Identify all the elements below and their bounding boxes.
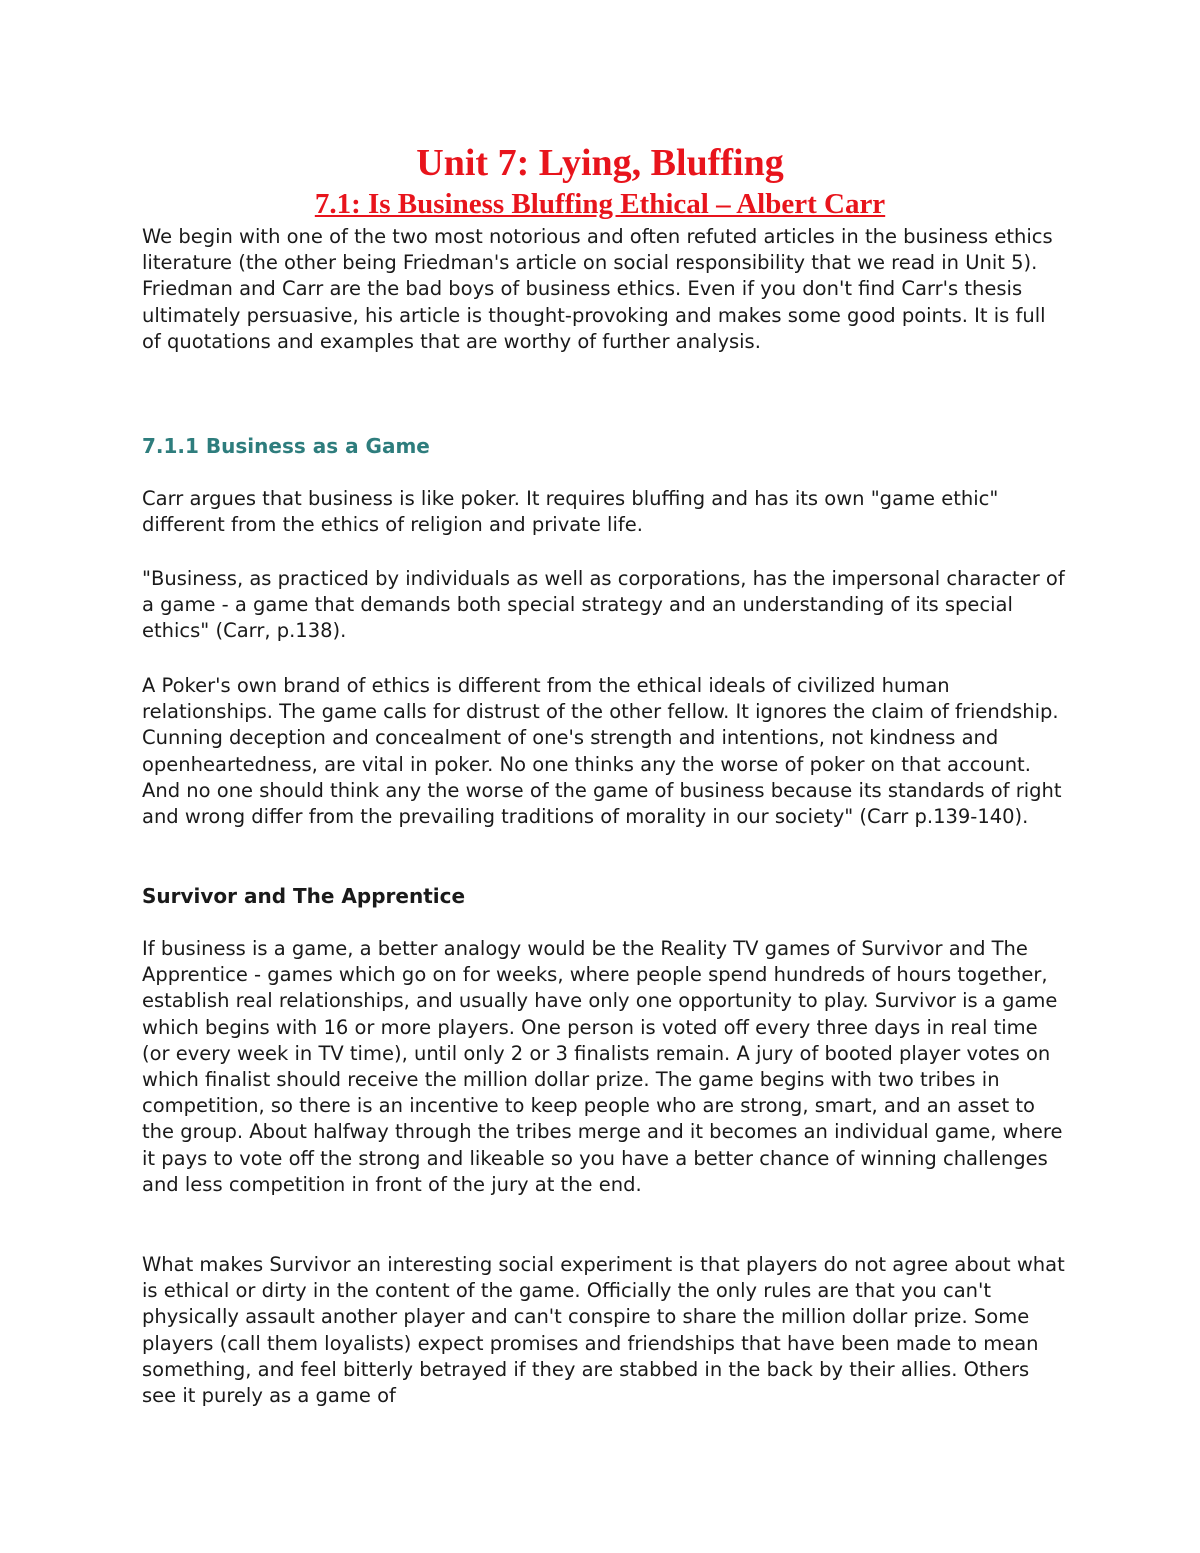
document-subtitle: 7.1: Is Business Bluffing Ethical – Albert Carr — [314, 188, 886, 220]
document-title: Unit 7: Lying, Bluffing — [416, 142, 784, 184]
body-paragraph: Carr argues that business is like poker. It requires bluffing and has its own "game ethic" different from the ethics of religion and private life. — [142, 487, 999, 537]
quote-paragraph: "Business, as practiced by individuals as well as corporations, has the impersonal character of a game - a game that demands both special strategy and an understanding of its special ethics" (Carr, p.138). — [142, 567, 1065, 643]
quote-paragraph: A Poker's own brand of ethics is different from the ethical ideals of civilized human relationships. The game calls for distrust of the other fellow. It ignores the claim of friendship. Cunning deception and concealment of one's strength and intentions, not kindness and openheartedness, are vital in poker. No one thinks any the worse of poker on that account. And no one should think any the worse of the game of business because its standards of right and wrong differ from the prevailing traditions of morality in our society" (Carr p.139-140). — [142, 674, 1062, 829]
subheading: Survivor and The Apprentice — [142, 884, 466, 908]
document-header — [0, 140, 1200, 222]
section-heading: 7.1.1 Business as a Game — [142, 434, 430, 458]
body-paragraph: If business is a game, a better analogy would be the Reality TV games of Survivor and The Apprentice - games which go on for weeks, where people spend hundreds of hours together, establish real relationships, and usually have only one opportunity to play. Survivor is a game which begins with 16 or more players. One person is voted off every three days in real time (or every week in TV time), until only 2 or 3 finalists remain. A jury of booted player votes on which finalist should receive the million dollar prize. The game begins with two tribes in competition, so there is an incentive to keep people who are strong, smart, and an asset to the group. About halfway through the tribes merge and it becomes an individual game, where it pays to vote off the strong and likeable so you have a better chance of winning challenges and less competition in front of the jury at the end. — [142, 937, 1063, 1196]
intro-paragraph: We begin with one of the two most notorious and often refuted articles in the business ethics literature (the other being Friedman's article on social responsibility that we read in Unit 5). Friedman and Carr are the bad boys of business ethics. Even if you don't find Carr's thesis ultimately persuasive, his article is thought-provoking and makes some good points. It is full of quotations and examples that are worthy of further analysis. — [142, 225, 1053, 353]
body-paragraph: What makes Survivor an interesting social experiment is that players do not agree about what is ethical or dirty in the content of the game. Officially the only rules are that you can't physically assault another player and can't conspire to share the million dollar prize. Some players (call them loyalists) expect promises and friendships that have been made to mean something, and feel bitterly betrayed if they are stabbed in the back by their allies. Others see it purely as a game of — [142, 1253, 1065, 1408]
